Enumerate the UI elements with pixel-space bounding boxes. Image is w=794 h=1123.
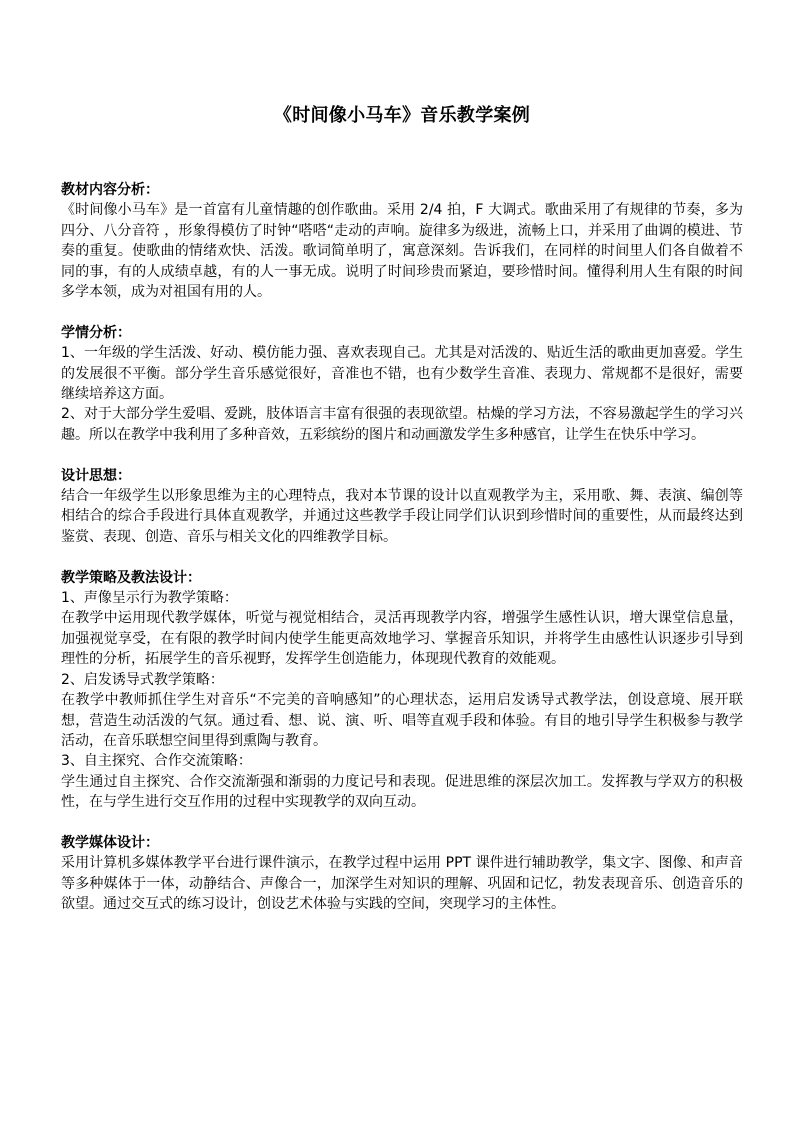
paragraph: 1、一年级的学生活泼、好动、模仿能力强、喜欢表现自己。尤其是对活泼的、贴近生活的歌曲更加喜爱。学生的发展很不平衡。部分学生音乐感觉很好，音准也不错，也有少数学生音准、表现力、常规都不是很好，需要继续培养这方面。 — [61, 345, 743, 403]
section-student-analysis — [61, 323, 743, 445]
section-heading: 学情分析： — [61, 324, 131, 341]
section-material-analysis — [61, 180, 743, 302]
subheading: 1、声像呈示行为教学策略： — [61, 590, 238, 607]
paragraph: 在教学中运用现代教学媒体，听觉与视觉相结合，灵活再现教学内容，增强学生感性认识，增大课堂信息量，加强视觉享受，在有限的教学时间内使学生能更高效地学习、掌握音乐知识，并将学生由感性认识逐步引导到理性的分析，拓展学生的音乐视野，发挥学生创造能力，体现现代教育的效能观。 — [61, 610, 743, 668]
document-body — [61, 180, 743, 935]
paragraph: 采用计算机多媒体教学平台进行课件演示，在教学过程中运用 PPT 课件进行辅助教学，集文字、图像、和声音等多种媒体于一体，动静结合、声像合一，加深学生对知识的理解、巩固和记忆，勃发表现音乐、创造音乐的欲望。通过交互式的练习设计，创设艺术体验与实践的空间，突现学习的主体性。 — [61, 855, 743, 913]
section-teaching-strategy — [61, 568, 743, 813]
paragraph: 在教学中教师抓住学生对音乐“不完美的音响感知”的心理状态，运用启发诱导式教学法，创设意境、展开联想，营造生动活泼的气氛。通过看、想、说、演、听、唱等直观手段和体验。有目的地引导学生积极参与教学活动，在音乐联想空间里得到熏陶与教育。 — [61, 692, 743, 749]
paragraph: 《时间像小马车》是一首富有儿童情趣的创作歌曲。采用 2/4 拍，F 大调式。歌曲采用了有规律的节奏，多为四分、八分音符 ，形象得模仿了时钟“嗒嗒“走动的声响。旋律多为级进，流畅上口，并采用了曲调的模进、节奏的重复。使歌曲的情绪欢快、活泼。歌词简单明了，寓意深刻。告诉我们，在同样的时间里人们各自做着不同的事，有的人成绩卓越，有的人一事无成。说明了时间珍贵而紧迫，要珍惜时间。懂得利用人生有限的时间多学本领，成为对祖国有用的人。 — [61, 202, 743, 301]
section-heading: 教学策略及教法设计： — [61, 569, 201, 586]
section-design-thinking — [61, 466, 743, 548]
subheading: 3、自主探究、合作交流策略： — [61, 753, 252, 770]
paragraph: 学生通过自主探究、合作交流渐强和渐弱的力度记号和表现。促进思维的深层次加工。发挥教与学双方的积极性，在与学生进行交互作用的过程中实现教学的双向互动。 — [61, 773, 743, 811]
paragraph: 结合一年级学生以形象思维为主的心理特点，我对本节课的设计以直观教学为主，采用歌、舞、表演、编创等相结合的综合手段进行具体直观教学，并通过这些教学手段让同学们认识到珍惜时间的重要性，从而最终达到鉴赏、表现、创造、音乐与相关文化的四维教学目标。 — [61, 488, 743, 545]
section-heading: 教材内容分析： — [61, 182, 159, 198]
paragraph: 2、对于大部分学生爱唱、爱跳，肢体语言丰富有很强的表现欲望。枯燥的学习方法，不容易激起学生的学习兴趣。所以在教学中我利用了多种音效，五彩缤纷的图片和动画激发学生多种感官，让学生在快乐中学习。 — [61, 406, 743, 443]
document-title: 《时间像小马车》音乐教学案例 — [273, 105, 531, 126]
section-heading: 教学媒体设计： — [61, 834, 159, 851]
section-media-design — [61, 833, 743, 915]
subheading: 2、启发诱导式教学策略： — [61, 671, 224, 688]
section-heading: 设计思想： — [61, 467, 131, 484]
